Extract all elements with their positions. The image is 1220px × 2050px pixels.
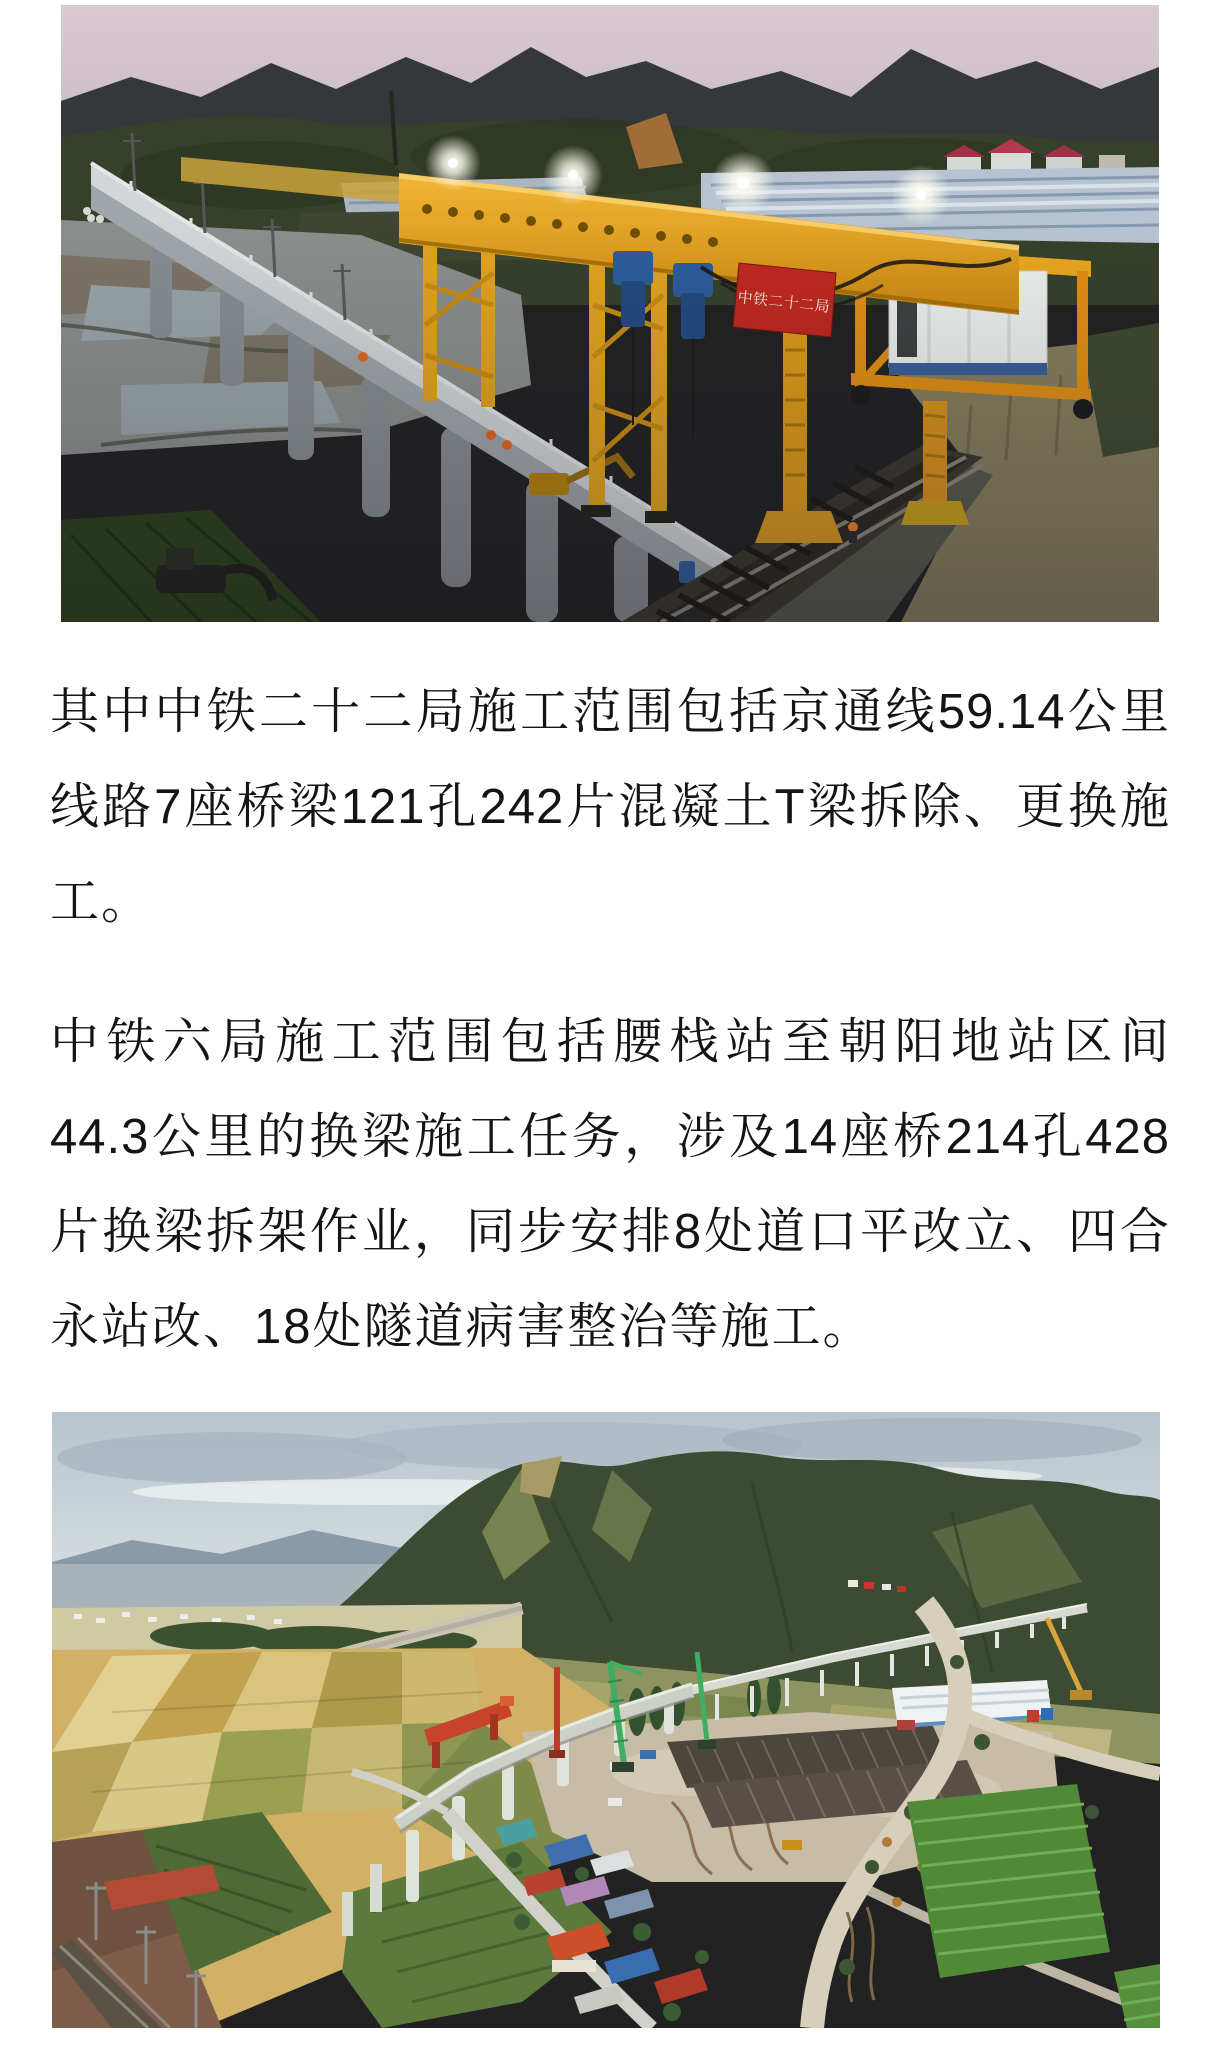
text-line: 工。 [50,875,153,929]
article-paragraph-1 [50,665,1170,950]
text-line: 片换梁拆架作业，同步安排8处道口平改立、四合 [50,1205,1170,1259]
text-line: 其中中铁二十二局施工范围包括京通线59.14公里 [50,685,1170,739]
vegetable-field [907,1784,1160,2028]
text-line: 中铁六局施工范围包括腰栈站至朝阳地站区间 [50,1015,1170,1069]
construction-dusk-photo [61,5,1159,622]
article-paragraph-2 [50,995,1170,1375]
aerial-viaduct-photo [52,1412,1160,2028]
article-image-1[interactable] [61,5,1159,622]
dusk-vignette [61,5,1159,622]
pier-under-construction [370,1864,382,1912]
text-line: 44.3公里的换梁施工任务，涉及14座桥214孔428 [50,1110,1170,1164]
article-image-2[interactable] [52,1412,1160,2028]
text-line: 永站改、18处隧道病害整治等施工。 [50,1300,874,1354]
text-line: 线路7座桥梁121孔242片混凝土T梁拆除、更换施 [50,780,1170,834]
